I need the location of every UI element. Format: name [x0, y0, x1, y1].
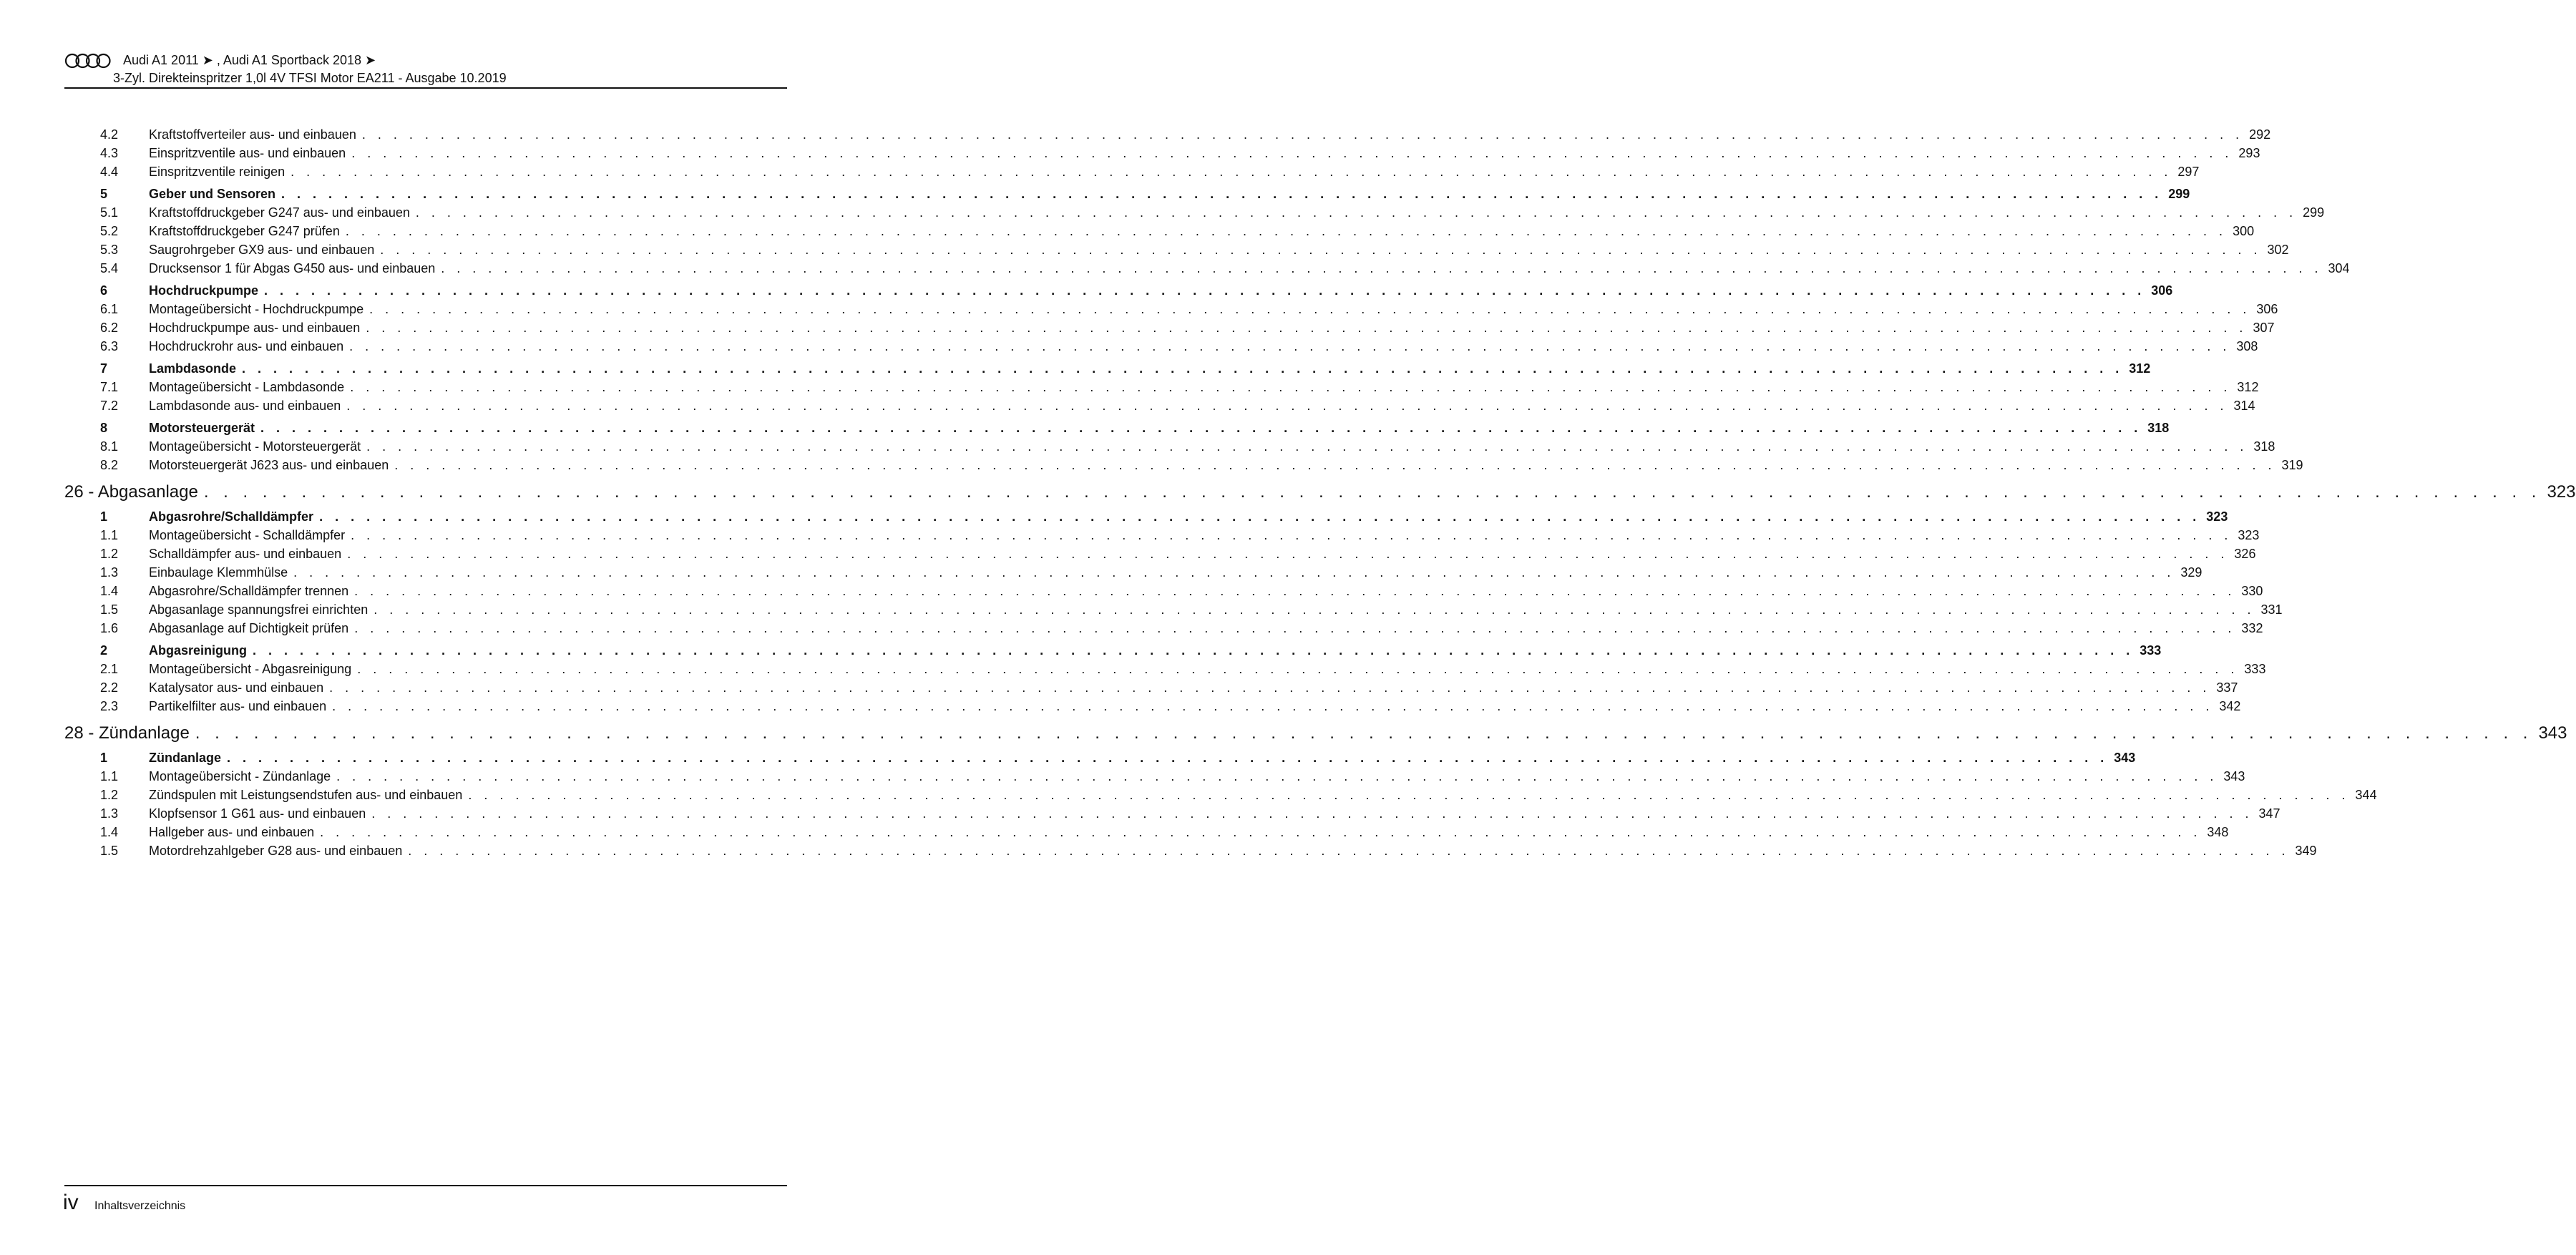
toc-page-number: 333: [2244, 662, 2266, 676]
toc-title: Hallgeber aus- und einbauen: [149, 825, 315, 839]
toc-row: [149, 602, 2283, 617]
toc-section[interactable]: [0, 184, 2190, 202]
toc-title: Abgasanlage auf Dichtigkeit prüfen: [149, 621, 349, 635]
dot-leader: . . . . . . . . . . . . . . . . . . . . . . . . . . . . . . . . . . . . . . . . . . . . . . . . . . . . . . . . . . . . . . . . . . . . . . . . . . . . . . . . . . . . . . . . . . . . . . . . . . . . . . . . . . . . . . . . . . . . . . . .: [354, 621, 2236, 635]
dot-leader: . . . . . . . . . . . . . . . . . . . . . . . . . . . . . . . . . . . . . . . . . . . . . . . . . . . . . . . . . . . . . . . . . . . . . . . . . . . . . . . . . . . . . . . . . . . . . . . . . . . . . . . . . . . . . . . . . . . . . . . .: [371, 806, 2253, 821]
toc-row: [149, 662, 2266, 677]
toc-page-number: 326: [2234, 547, 2256, 561]
toc-page-number: 304: [2328, 261, 2350, 275]
toc-item[interactable]: [0, 318, 2275, 336]
toc-row: [149, 806, 2280, 821]
toc-number: 6.3: [100, 339, 119, 353]
toc-page-number: 343: [2538, 723, 2567, 743]
toc-item[interactable]: [0, 766, 2245, 785]
toc-page-number: 318: [2147, 421, 2170, 435]
toc-row: [149, 699, 2241, 714]
toc-item[interactable]: [0, 785, 2377, 804]
toc-title: Hochdruckpumpe aus- und einbauen: [149, 321, 361, 335]
toc-page-number: 302: [2267, 243, 2289, 257]
toc-page-number: 330: [2241, 584, 2263, 598]
toc-item[interactable]: [0, 562, 2202, 581]
toc-page-number: 300: [2233, 224, 2255, 238]
toc-page-number: 347: [2258, 806, 2280, 821]
dot-leader: . . . . . . . . . . . . . . . . . . . . . . . . . . . . . . . . . . . . . . . . . . . . . . . . . . . . . . . . . . . . . . . . . . . . . . . . . . . . . . . . . . . . . . . . . . . . . . . . . . . . . . . . . . . . . . . . . . . . . . . .: [320, 825, 2202, 839]
dot-leader: . . . . . . . . . . . . . . . . . . . . . . . . . . . . . . . . . . . . . . . . . . . . . . . . . . . . . . . . . . . . . . . . . . . . . . . . . . . . . . . . . . . . . . . . . . . . . . . . . . . . . . . . . . . . . . . . . . . . . . . .: [394, 458, 2276, 472]
toc-title: Motordrehzahlgeber G28 aus- und einbauen: [149, 844, 403, 858]
toc-title: Einspritzventile aus- und einbauen: [149, 146, 346, 160]
toc-section[interactable]: [0, 507, 2228, 525]
toc-title: Zündspulen mit Leistungsendstufen aus- und einbauen: [149, 788, 463, 802]
dot-leader: . . . . . . . . . . . . . . . . . . . . . . . . . . . . . . . . . . . . . . . . . . . . . . . . . . . . . . . . . . . . . . . . . . . . . . . . . . . . . . . . . . . . . . . . . . . . . . . . . . . . . . . . . . . . . . . . . . . . . . . .: [357, 662, 2239, 676]
toc-page-number: 314: [2233, 399, 2255, 413]
toc-title: Montageübersicht - Lambdasonde: [149, 380, 345, 394]
toc-row: [149, 751, 2136, 766]
toc-item[interactable]: [0, 678, 2238, 696]
dot-leader: . . . . . . . . . . . . . . . . . . . . . . . . . . . . . . . . . . . . . . . . . . . . . . . . . . . . . . . . . . . . . . . . . . . . . . . . . . . . . . . . . . . . . . . . . . . . . . . . . . . . . . . . . . . . . . . . . . . . . . . .: [332, 699, 2214, 713]
toc-number: 1.4: [100, 584, 119, 598]
toc-page-number: 307: [2253, 321, 2275, 335]
dot-leader: . . . . . . . . . . . . . . . . . . . . . . . . . . . . . . . . . . . . . . . . . . . . . . . . . . . . . . . . . . . . . . . . . . . . . . . . . . . . . . . . . . . . . . . . . . . . . . . . . . . . . . . . . . . . . . . . . . . . . . . .: [336, 769, 2218, 783]
toc-item[interactable]: [0, 143, 2260, 162]
toc-row: [149, 825, 2229, 840]
toc-row: [149, 380, 2259, 395]
header-model-line: Audi A1 2011 ➤ , Audi A1 Sportback 2018 ➤: [123, 53, 376, 67]
toc-page-number: 332: [2241, 621, 2263, 635]
toc-number: 2: [100, 643, 108, 658]
footer-page-number: iv: [63, 1191, 79, 1214]
toc-title: Montageübersicht - Motorsteuergerät: [149, 439, 361, 454]
toc-number: 1.5: [100, 602, 119, 617]
toc-item[interactable]: [0, 396, 2255, 414]
dot-leader: . . . . . . . . . . . . . . . . . . . . . . . . . . . . . . . . . . . . . . . . . . . . . . . . . . . . . . . . . . . . . . . . . . . . . . . . . . . . . . . . . . . . . . . . . . . . . . . . . . . . . . . . . . . . . . . . . . . . . . . .: [351, 528, 2233, 542]
table-of-contents: [0, 124, 2576, 859]
toc-page-number: 308: [2236, 339, 2258, 353]
toc-title: Motorsteuergerät: [149, 421, 255, 435]
dot-leader: . . . . . . . . . . . . . . . . . . . . . . . . . . . . . . . . . . . . . . . . . . . . . . . . . . . . . . . . . . . . . . . . . . . . . . . . . . . . . . . . . . . . . . . . . . . . . . . . . . . . . . . . . . . . . . . . . . . . . . . .: [227, 751, 2109, 765]
toc-page-number: 306: [2256, 302, 2278, 316]
toc-item[interactable]: [0, 841, 2317, 859]
toc-item[interactable]: [0, 822, 2229, 841]
toc-number: 4.3: [100, 146, 119, 160]
toc-item[interactable]: [0, 581, 2263, 600]
toc-section[interactable]: [0, 418, 2170, 436]
toc-number: 2.3: [100, 699, 119, 713]
toc-row: [149, 621, 2263, 636]
toc-page-number: 337: [2216, 680, 2238, 695]
toc-number: 5.2: [100, 224, 119, 238]
toc-title: 28 - Zündanlage: [64, 723, 190, 743]
toc-title: Kraftstoffdruckgeber G247 aus- und einbauen: [149, 205, 410, 220]
toc-page-number: 312: [2129, 361, 2151, 376]
toc-row: [149, 528, 2260, 543]
dot-leader: . . . . . . . . . . . . . . . . . . . . . . . . . . . . . . . . . . . . . . . . . . . . . . . . . . . . . . . . . . . . . . . . . . . . . . . . . . . . . . . . . . . . . . . . . . . . . . . . . . . . . . . . . . . . . . . . . . . . . . . .: [366, 321, 2248, 335]
page-header: [64, 52, 787, 87]
toc-number: 6.1: [100, 302, 119, 316]
toc-row: [149, 224, 2255, 239]
toc-item[interactable]: [0, 221, 2255, 240]
toc-page-number: 323: [2206, 509, 2228, 524]
toc-row: [149, 788, 2377, 803]
dot-leader: . . . . . . . . . . . . . . . . . . . . . . . . . . . . . . . . . . . . . . . . . . . . . . . . . . . . . . . . . . . . . . . . . . . . . . . . . . . . . . . . . . . . . . . . . . . . . . . . . . . . . . . . . . . . . . . . . . . . . . . .: [293, 565, 2175, 580]
toc-section[interactable]: [0, 640, 2162, 659]
toc-row: [149, 680, 2238, 695]
toc-title: Abgasrohre/Schalldämpfer trennen: [149, 584, 349, 598]
toc-page-number: 306: [2151, 283, 2173, 298]
toc-title: Klopfsensor 1 G61 aus- und einbauen: [149, 806, 366, 821]
toc-row: [149, 643, 2162, 658]
toc-title: Katalysator aus- und einbauen: [149, 680, 324, 695]
toc-item[interactable]: [0, 804, 2280, 822]
dot-leader: . . . . . . . . . . . . . . . . . . . . . . . . . . . . . . . . . . . . . . . . . . . . . . . . . . . . . . . . . . . . . . . . . . . . . . . . . . . . . . . . . . . . . . . . . . . . . . . . . . . . . . . . . . . . . . . . . . . . . . . .: [354, 584, 2236, 598]
toc-page-number: 349: [2295, 844, 2317, 858]
toc-item[interactable]: [0, 299, 2278, 318]
toc-number: 4.2: [100, 127, 119, 142]
toc-row: [64, 723, 2567, 743]
toc-row: [149, 769, 2245, 784]
dot-leader: . . . . . . . . . . . . . . . . . . . . . . . . . . . . . . . . . . . . . . . . . . . . . . . . . . . . . . . . . . . . . . . . . . . . . . . . . . . . . . . . . . . . . . . . . . . . . . . . . . . . . . . . . . . . . . . . . . . . . . . .: [347, 547, 2229, 561]
toc-page-number: 348: [2207, 825, 2229, 839]
header-divider: [64, 87, 787, 89]
toc-chapter[interactable]: [0, 719, 2567, 748]
dot-leader: . . . . . . . . . . . . . . . . . . . . . . . . . . . . . . . . . . . . . . . . . . . . . . . . . . . . . . . . . . . . . . . . . . . . . . . . . . . . . . . . . . . . . . . . . . . . . . . . . . . . . . . . . . . . . . . . . . . . . . . .: [281, 187, 2163, 201]
toc-row: [149, 458, 2303, 473]
dot-leader: . . . . . . . . . . . . . . . . . . . . . . . . . . . . . . . . . . . . . . . . . . . . . . . . . . . . . . . . . . . . . . . . . . . . . . . . . . . . . . . . . . . . . . . . . . . . . . . . . . . . . . . . . . . . . . . . . . . . . . . .: [361, 127, 2244, 142]
header-engine-line: 3-Zyl. Direkteinspritzer 1,0l 4V TFSI Motor EA211 - Ausgabe 10.2019: [113, 71, 507, 85]
toc-section[interactable]: [0, 280, 2173, 299]
toc-title: Einbaulage Klemmhülse: [149, 565, 288, 580]
toc-title: Montageübersicht - Schalldämpfer: [149, 528, 346, 542]
dot-leader: . . . . . . . . . . . . . . . . . . . . . . . . . . . . . . . . . . . . . . . . . . . . . . . . . . . . . . . . . . . . . . . . . . . . . . . . . . . . . . . . . . . . . . . . . . . . . . . . . . . . . . . . . . . . . . . . . . . . . . . .: [346, 399, 2228, 413]
toc-title: Schalldämpfer aus- und einbauen: [149, 547, 342, 561]
dot-leader: . . . . . . . . . . . . . . . . . . . . . . . . . . . . . . . . . . . . . . . . . . . . . . . . . . . . . . . . . . . . . . . . . . . . . . . . . . . . . . . . . . . . . . . . . . . . . . . . . . . . . . . . . . . . . . . . . . . . . . . .: [264, 283, 2146, 298]
toc-page-number: 293: [2238, 146, 2260, 160]
toc-row: [149, 421, 2170, 436]
toc-row: [149, 165, 2200, 180]
toc-item[interactable]: [0, 696, 2241, 715]
toc-page-number: 299: [2303, 205, 2325, 220]
dot-leader: . . . . . . . . . . . . . . . . . . . . . . . . . . . . . . . . . . . . . . . . . . . . . . . . . . . . . . . . . . . . . . . . . . . . . . . . . . . . . . . . . . . . . . . . . . . . . . . . . . . . . . . . . . . . . . . . . . . . . . . .: [468, 788, 2350, 802]
toc-number: 5.3: [100, 243, 119, 257]
toc-row: [149, 283, 2173, 298]
toc-row: [149, 302, 2278, 317]
toc-section[interactable]: [0, 748, 2136, 766]
toc-title: Drucksensor 1 für Abgas G450 aus- und einbauen: [149, 261, 436, 275]
toc-row: [149, 439, 2275, 454]
toc-title: Motorsteuergerät J623 aus- und einbauen: [149, 458, 389, 472]
toc-title: Einspritzventile reinigen: [149, 165, 286, 179]
toc-number: 1.3: [100, 565, 119, 580]
dot-leader: . . . . . . . . . . . . . . . . . . . . . . . . . . . . . . . . . . . . . . . . . . . . . . . . . . . . . . . . . . . . . . . . . . . . . . . . . . . . . . . . . . . . . . . . . . . . . . . . . . . . . . . . . . . . . . . . . . . . . . . .: [291, 165, 2172, 179]
toc-row: [149, 339, 2258, 354]
toc-title: Montageübersicht - Hochdruckpumpe: [149, 302, 364, 316]
toc-row: [149, 127, 2271, 142]
toc-number: 1.1: [100, 769, 119, 783]
toc-row: [64, 482, 2576, 502]
dot-leader: . . . . . . . . . . . . . . . . . . . . . . . . . . . . . . . . . . . . . . . . . . . . . . . . . . . . . . . . . . . . . . . . . . . . . . . . . . . . . . . . . . . . . . . . . . . . . . . . . . . . . . . . . . . . . . . . . . . . . . . .: [366, 439, 2248, 454]
toc-title: Zündanlage: [149, 751, 222, 765]
dot-leader: . . . . . . . . . . . . . . . . . . . . . . . . . . . . . . . . . . . . . . . . . . . . . . . . . . . . . . . . . . . . . . . . . . . . . . . . . . . . . . . . . . . . . . . . . . . . . . . . . . . . . . . . . . . . . . . . . . . . . . . .: [374, 602, 2255, 617]
toc-page-number: 333: [2140, 643, 2162, 658]
toc-page-number: 312: [2237, 380, 2259, 394]
dot-leader: . . . . . . . . . . . . . . . . . . . . . . . . . . . . . . . . . . . . . . . . . . . . . . . . . . . . . . . . . . . . . . . . . . . . . . . . . . . . . . . . . . . . . . . . . . . . . . . . . . . . . . . . . . . . . . . . . . . . . . . .: [349, 339, 2231, 353]
toc-page-number: 323: [2238, 528, 2260, 542]
toc-number: 2.2: [100, 680, 119, 695]
toc-number: 8: [100, 421, 108, 435]
toc-row: [149, 844, 2317, 859]
toc-title: Abgasreinigung: [149, 643, 248, 658]
dot-leader: . . . . . . . . . . . . . . . . . . . . . . . . . . . . . . . . . . . . . . . . . . . . . . . . . . . . . . . . . . . . . . . . . . . . . . . . . . . . . . . . . . . . . . . . . . . . . . . . . . . . . . . . . . . . . . . . . . . . . . . .: [350, 380, 2232, 394]
toc-item[interactable]: [0, 659, 2266, 678]
toc-number: 7.2: [100, 399, 119, 413]
toc-number: 1.2: [100, 547, 119, 561]
toc-row: [149, 584, 2263, 599]
dot-leader: . . . . . . . . . . . . . . . . . . . . . . . . . . . . . . . . . . . . . . . . . . . . . . . . . . . . . . . . . . . . . . . . . . . . . . . . . . . . . . . . . . . . . . . . . . . . . . . . . . . . . . . . . . . . . . . . . . . . . . . .: [415, 205, 2298, 220]
toc-page-number: 318: [2253, 439, 2275, 454]
toc-title: Kraftstoffdruckgeber G247 prüfen: [149, 224, 340, 238]
toc-row: [149, 205, 2325, 220]
toc-title: Kraftstoffverteiler aus- und einbauen: [149, 127, 356, 142]
toc-page-number: 342: [2219, 699, 2241, 713]
toc-title: Montageübersicht - Zündanlage: [149, 769, 331, 783]
toc-title: Lambdasonde: [149, 361, 237, 376]
toc-number: 5.4: [100, 261, 119, 275]
dot-leader: . . . . . . . . . . . . . . . . . . . . . . . . . . . . . . . . . . . . . . . . . . . . . . . . . . . . . . . . . . . . . . . . . . . . . . . . . . . . . . . . . . . . . . . . . . . . . . . . . . . . . . . . . . . . . . . . . . . . . . . .: [380, 243, 2262, 257]
dot-leader: . . . . . . . . . . . . . . . . . . . . . . . . . . . . . . . . . . . . . . . . . . . . . . . . . . . . . . . . . . . . . . . . . . . . . . . . . . . . . . . . . . . . . . . . . . . . . . . . . . . . . . . . . . . . . . . . . . . . . . . .: [195, 723, 2533, 743]
toc-number: 8.1: [100, 439, 119, 454]
toc-item[interactable]: [0, 162, 2200, 180]
toc-title: Partikelfilter aus- und einbauen: [149, 699, 327, 713]
toc-number: 1.2: [100, 788, 119, 802]
toc-item[interactable]: [0, 544, 2256, 562]
toc-item[interactable]: [0, 258, 2350, 277]
toc-item[interactable]: [0, 436, 2275, 455]
footer-label: Inhaltsverzeichnis: [94, 1200, 186, 1212]
toc-number: 5.1: [100, 205, 119, 220]
dot-leader: . . . . . . . . . . . . . . . . . . . . . . . . . . . . . . . . . . . . . . . . . . . . . . . . . . . . . . . . . . . . . . . . . . . . . . . . . . . . . . . . . . . . . . . . . . . . . . . . . . . . . . . . . . . . . . . . . . . . . . . .: [441, 261, 2323, 275]
toc-page-number: 323: [2547, 482, 2576, 502]
toc-page-number: 297: [2177, 165, 2200, 179]
toc-title: Montageübersicht - Abgasreinigung: [149, 662, 352, 676]
toc-item[interactable]: [0, 455, 2303, 474]
toc-number: 1.5: [100, 844, 119, 858]
toc-title: Hochdruckrohr aus- und einbauen: [149, 339, 344, 353]
toc-section[interactable]: [0, 358, 2151, 377]
toc-row: [149, 361, 2151, 376]
toc-page-number: 344: [2355, 788, 2377, 802]
toc-row: [149, 243, 2289, 258]
toc-row: [149, 321, 2275, 336]
dot-leader: . . . . . . . . . . . . . . . . . . . . . . . . . . . . . . . . . . . . . . . . . . . . . . . . . . . . . . . . . . . . . . . . . . . . . . . . . . . . . . . . . . . . . . . . . . . . . . . . . . . . . . . . . . . . . . . . . . . . . . . .: [203, 482, 2542, 502]
toc-item[interactable]: [0, 336, 2258, 355]
dot-leader: . . . . . . . . . . . . . . . . . . . . . . . . . . . . . . . . . . . . . . . . . . . . . . . . . . . . . . . . . . . . . . . . . . . . . . . . . . . . . . . . . . . . . . . . . . . . . . . . . . . . . . . . . . . . . . . . . . . . . . . .: [345, 224, 2228, 238]
toc-page-number: 292: [2249, 127, 2271, 142]
toc-number: 7.1: [100, 380, 119, 394]
dot-leader: . . . . . . . . . . . . . . . . . . . . . . . . . . . . . . . . . . . . . . . . . . . . . . . . . . . . . . . . . . . . . . . . . . . . . . . . . . . . . . . . . . . . . . . . . . . . . . . . . . . . . . . . . . . . . . . . . . . . . . . .: [319, 509, 2201, 524]
toc-title: Lambdasonde aus- und einbauen: [149, 399, 341, 413]
toc-page-number: 329: [2180, 565, 2202, 580]
toc-chapter[interactable]: [0, 478, 2576, 507]
toc-item[interactable]: [0, 202, 2325, 221]
toc-page-number: 343: [2114, 751, 2136, 765]
toc-title: Hochdruckpumpe: [149, 283, 259, 298]
toc-row: [149, 399, 2255, 414]
toc-number: 6: [100, 283, 108, 298]
toc-number: 5: [100, 187, 108, 201]
toc-number: 1.6: [100, 621, 119, 635]
dot-leader: . . . . . . . . . . . . . . . . . . . . . . . . . . . . . . . . . . . . . . . . . . . . . . . . . . . . . . . . . . . . . . . . . . . . . . . . . . . . . . . . . . . . . . . . . . . . . . . . . . . . . . . . . . . . . . . . . . . . . . . .: [408, 844, 2290, 858]
dot-leader: . . . . . . . . . . . . . . . . . . . . . . . . . . . . . . . . . . . . . . . . . . . . . . . . . . . . . . . . . . . . . . . . . . . . . . . . . . . . . . . . . . . . . . . . . . . . . . . . . . . . . . . . . . . . . . . . . . . . . . . .: [369, 302, 2251, 316]
toc-page-number: 319: [2281, 458, 2303, 472]
dot-leader: . . . . . . . . . . . . . . . . . . . . . . . . . . . . . . . . . . . . . . . . . . . . . . . . . . . . . . . . . . . . . . . . . . . . . . . . . . . . . . . . . . . . . . . . . . . . . . . . . . . . . . . . . . . . . . . . . . . . . . . .: [242, 361, 2124, 376]
dot-leader: . . . . . . . . . . . . . . . . . . . . . . . . . . . . . . . . . . . . . . . . . . . . . . . . . . . . . . . . . . . . . . . . . . . . . . . . . . . . . . . . . . . . . . . . . . . . . . . . . . . . . . . . . . . . . . . . . . . . . . . .: [253, 643, 2135, 658]
toc-title: Geber und Sensoren: [149, 187, 276, 201]
toc-number: 1.3: [100, 806, 119, 821]
toc-number: 7: [100, 361, 108, 376]
toc-page-number: 299: [2168, 187, 2190, 201]
footer-divider: [64, 1185, 787, 1186]
toc-row: [149, 146, 2260, 161]
toc-item[interactable]: [0, 525, 2260, 544]
toc-number: 8.2: [100, 458, 119, 472]
toc-number: 1: [100, 509, 108, 524]
toc-row: [149, 187, 2190, 202]
toc-item[interactable]: [0, 124, 2271, 143]
toc-item[interactable]: [0, 600, 2283, 618]
toc-item[interactable]: [0, 377, 2259, 396]
toc-row: [149, 547, 2256, 562]
toc-row: [149, 565, 2202, 580]
dot-leader: . . . . . . . . . . . . . . . . . . . . . . . . . . . . . . . . . . . . . . . . . . . . . . . . . . . . . . . . . . . . . . . . . . . . . . . . . . . . . . . . . . . . . . . . . . . . . . . . . . . . . . . . . . . . . . . . . . . . . . . .: [351, 146, 2233, 160]
toc-number: 2.1: [100, 662, 119, 676]
toc-item[interactable]: [0, 240, 2289, 258]
toc-title: 26 - Abgasanlage: [64, 482, 198, 502]
audi-rings-logo: [64, 53, 112, 69]
toc-page-number: 331: [2260, 602, 2283, 617]
toc-number: 6.2: [100, 321, 119, 335]
toc-number: 4.4: [100, 165, 119, 179]
toc-number: 1.4: [100, 825, 119, 839]
toc-number: 1.1: [100, 528, 119, 542]
toc-item[interactable]: [0, 618, 2263, 637]
toc-title: Abgasrohre/Schalldämpfer: [149, 509, 314, 524]
toc-number: 1: [100, 751, 108, 765]
dot-leader: . . . . . . . . . . . . . . . . . . . . . . . . . . . . . . . . . . . . . . . . . . . . . . . . . . . . . . . . . . . . . . . . . . . . . . . . . . . . . . . . . . . . . . . . . . . . . . . . . . . . . . . . . . . . . . . . . . . . . . . .: [260, 421, 2142, 435]
toc-page-number: 343: [2223, 769, 2245, 783]
toc-row: [149, 509, 2228, 524]
toc-title: Saugrohrgeber GX9 aus- und einbauen: [149, 243, 375, 257]
toc-title: Abgasanlage spannungsfrei einrichten: [149, 602, 369, 617]
dot-leader: . . . . . . . . . . . . . . . . . . . . . . . . . . . . . . . . . . . . . . . . . . . . . . . . . . . . . . . . . . . . . . . . . . . . . . . . . . . . . . . . . . . . . . . . . . . . . . . . . . . . . . . . . . . . . . . . . . . . . . . .: [329, 680, 2211, 695]
toc-row: [149, 261, 2350, 276]
